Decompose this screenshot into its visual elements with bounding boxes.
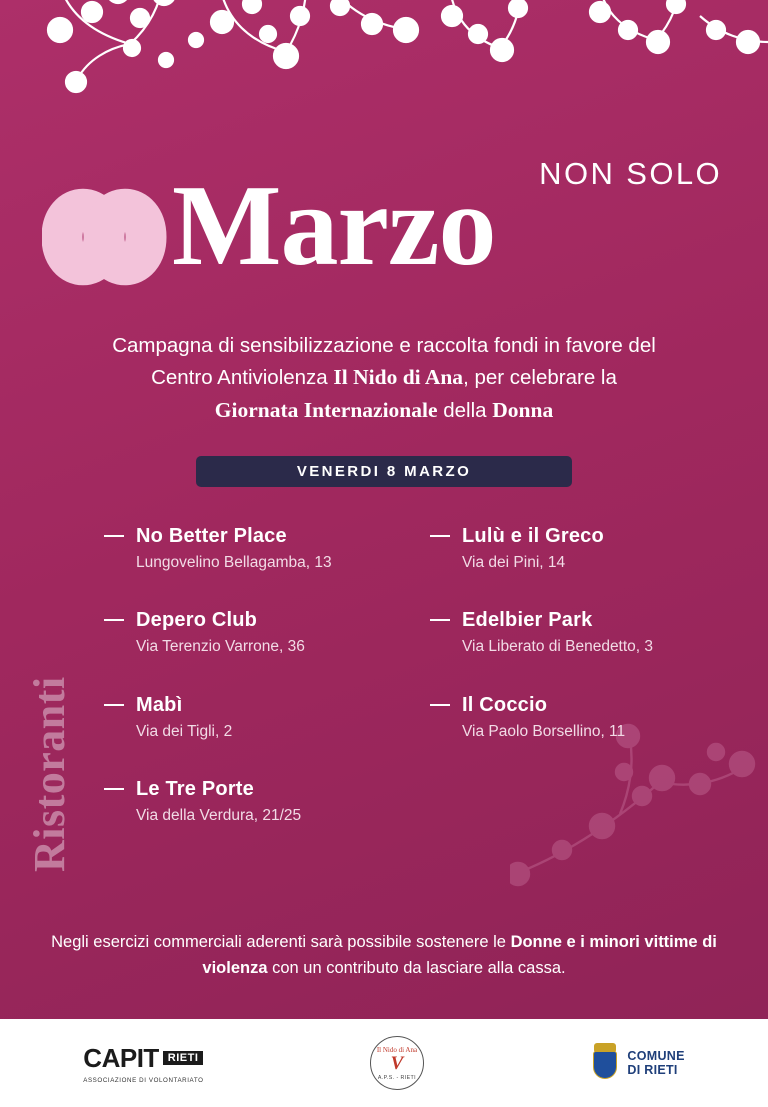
city-crest-icon [590,1043,620,1083]
bullet-dash-icon [104,788,124,790]
branch-decoration-top [0,0,768,116]
bullet-dash-icon [430,535,450,537]
restaurant-name: Mabì [136,693,183,716]
date-badge [196,456,572,487]
capit-wordmark: CAPIT [83,1042,159,1073]
footer-note-p1: Negli esercizi commerciali aderenti sarà possibile sostenere le [51,933,511,951]
list-item [104,693,404,743]
bullet-dash-icon [104,535,124,537]
giornata-name: Giornata Internazionale [214,397,438,422]
restaurant-name: Le Tre Porte [136,777,254,800]
comune-line2: DI RIETI [627,1063,678,1077]
nido-monogram: V [390,1052,404,1074]
subtitle-line1: Campagna di sensibilizzazione e raccolta fondi in favore del [112,334,656,357]
list-item [104,608,404,658]
restaurant-address: Via Terenzio Varrone, 36 [136,638,305,656]
date-badge-label: VENERDI 8 MARZO [296,463,472,480]
bullet-dash-icon [104,619,124,621]
centro-name: Il Nido di Ana [333,365,464,390]
restaurant-address: Via dei Pini, 14 [462,554,566,571]
footer-note-p3: con un contributo da lasciare alla cassa. [267,958,566,977]
section-label-ristoranti: Ristoranti [25,676,74,872]
footer-note [48,930,720,981]
list-item [104,777,404,827]
subtitle-line2-a: Centro Antiviolenza [151,366,334,390]
restaurant-name: Il Coccio [462,693,548,716]
logo-bar [0,1019,768,1107]
bullet-dash-icon [430,704,450,706]
restaurant-name: Lulù e il Greco [462,525,604,547]
subtitle [50,330,718,427]
nido-top-text: Il Nido di Ana [376,1045,418,1054]
nido-bottom-text: A.P.S. - RIETI [377,1074,417,1081]
restaurant-address: Via Paolo Borsellino, 11 [462,722,626,740]
logo-nido-di-ana [370,1033,424,1093]
restaurant-list-left [104,524,404,861]
nido-circle-icon [370,1036,424,1090]
list-item [430,608,730,658]
subtitle-line2-c: , per celebrare la [463,366,617,390]
capit-badge: RIETI [163,1051,204,1065]
logo-capit [83,1033,203,1093]
subtitle-line3-b: della [437,398,493,422]
bullet-dash-icon [430,619,450,621]
title-block [0,148,768,318]
page-title: Marzo [172,162,496,290]
restaurant-address: Via della Verdura, 21/25 [136,806,302,824]
restaurant-name: Depero Club [136,609,258,632]
list-item [430,524,730,574]
list-item [104,524,404,574]
restaurant-address: Via Liberato di Benedetto, 3 [462,638,654,656]
capit-subtitle: ASSOCIAZIONE DI VOLONTARIATO [83,1076,204,1084]
footer-note-b2: e i minori vittime di violenza [202,933,717,977]
restaurant-list-right [430,524,730,777]
footer-note-b1: Donne [510,933,562,951]
restaurant-name: Edelbier Park [462,609,593,632]
donna-word: Donna [492,397,554,422]
logo-comune-di-rieti [590,1033,684,1093]
restaurant-name: No Better Place [136,525,287,547]
restaurant-address: Lungovelino Bellagamba, 13 [136,554,332,571]
restaurant-address: Via dei Tigli, 2 [136,722,233,740]
list-item [430,693,730,743]
bullet-dash-icon [104,704,124,706]
kicker-non-solo: NON SOLO [539,156,722,191]
comune-line1: COMUNE [627,1048,685,1063]
